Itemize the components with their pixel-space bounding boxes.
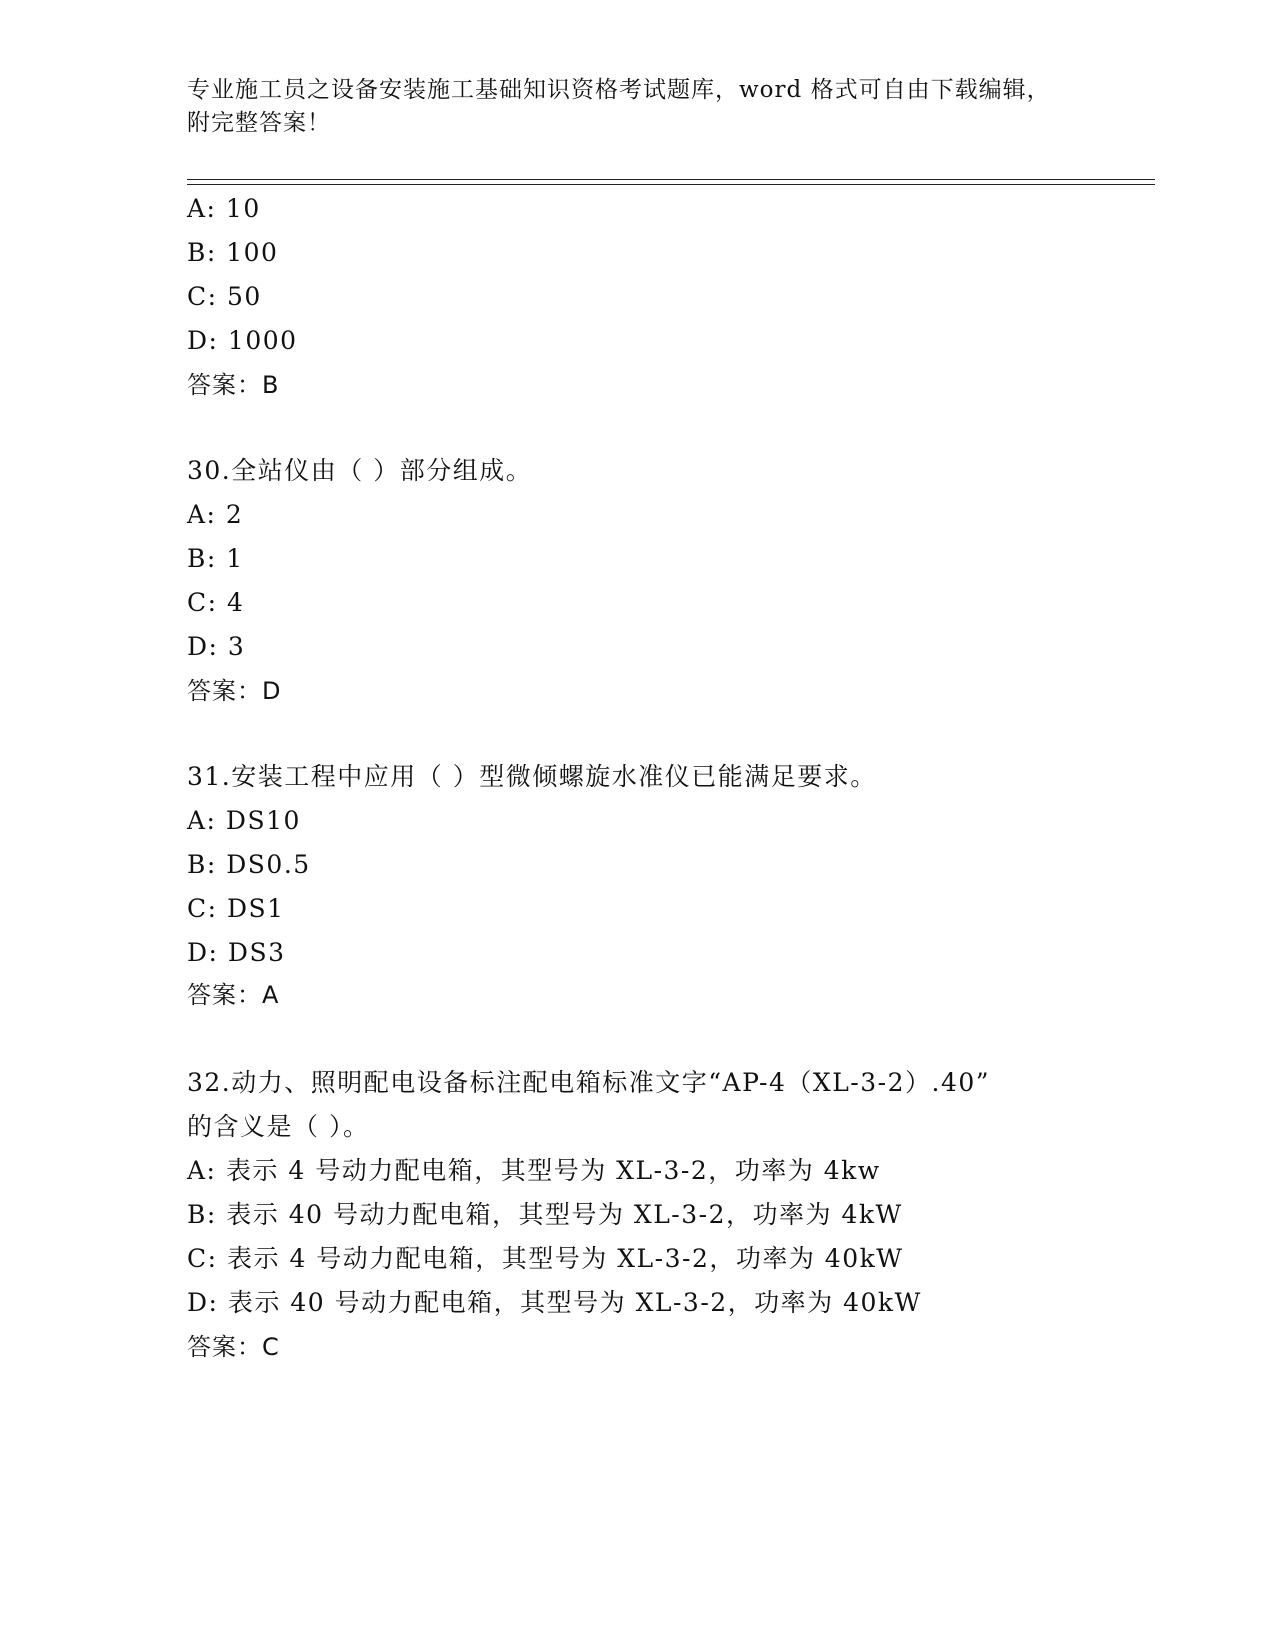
header-rule-bottom	[187, 184, 1155, 185]
header-line-1: 专业施工员之设备安装施工基础知识资格考试题库，word 格式可自由下载编辑，	[187, 77, 1051, 103]
q30-option-b: B: 1	[187, 544, 244, 573]
header-line-2: 附完整答案！	[187, 110, 331, 136]
header-rule-top	[187, 179, 1155, 180]
q31-option-c: C: DS1	[187, 894, 285, 923]
q29-answer: 答案：B	[187, 371, 280, 399]
q30-option-a: A: 2	[187, 500, 244, 529]
q29-option-b: B: 100	[187, 238, 279, 267]
q32-stem-line-1: 32.动力、照明配电设备标注配电箱标准文字“AP-4（XL-3-2）.40”	[187, 1068, 991, 1097]
q32-option-d: D: 表示 40 号动力配电箱，其型号为 XL-3-2，功率为 40kW	[187, 1288, 922, 1317]
q30-answer: 答案：D	[187, 677, 282, 705]
q31-answer: 答案：A	[187, 981, 280, 1009]
q31-option-b: B: DS0.5	[187, 850, 311, 879]
q31-option-a: A: DS10	[187, 806, 301, 835]
q32-stem-line-2: 的含义是（ ）。	[187, 1112, 370, 1141]
q31-option-d: D: DS3	[187, 938, 286, 967]
q31-stem: 31.安装工程中应用（ ）型微倾螺旋水准仪已能满足要求。	[187, 762, 877, 791]
q30-stem: 30.全站仪由（ ）部分组成。	[187, 456, 533, 485]
q32-option-c: C: 表示 4 号动力配电箱，其型号为 XL-3-2，功率为 40kW	[187, 1244, 904, 1273]
document-header	[187, 74, 1087, 140]
q30-option-d: D: 3	[187, 632, 246, 661]
q30-option-c: C: 4	[187, 588, 245, 617]
q29-option-d: D: 1000	[187, 326, 298, 355]
q32-answer: 答案：C	[187, 1333, 280, 1361]
q32-option-a: A: 表示 4 号动力配电箱，其型号为 XL-3-2，功率为 4kw	[187, 1156, 881, 1185]
q29-option-a: A: 10	[187, 194, 261, 223]
q29-option-c: C: 50	[187, 282, 262, 311]
q32-option-b: B: 表示 40 号动力配电箱，其型号为 XL-3-2，功率为 4kW	[187, 1200, 903, 1229]
